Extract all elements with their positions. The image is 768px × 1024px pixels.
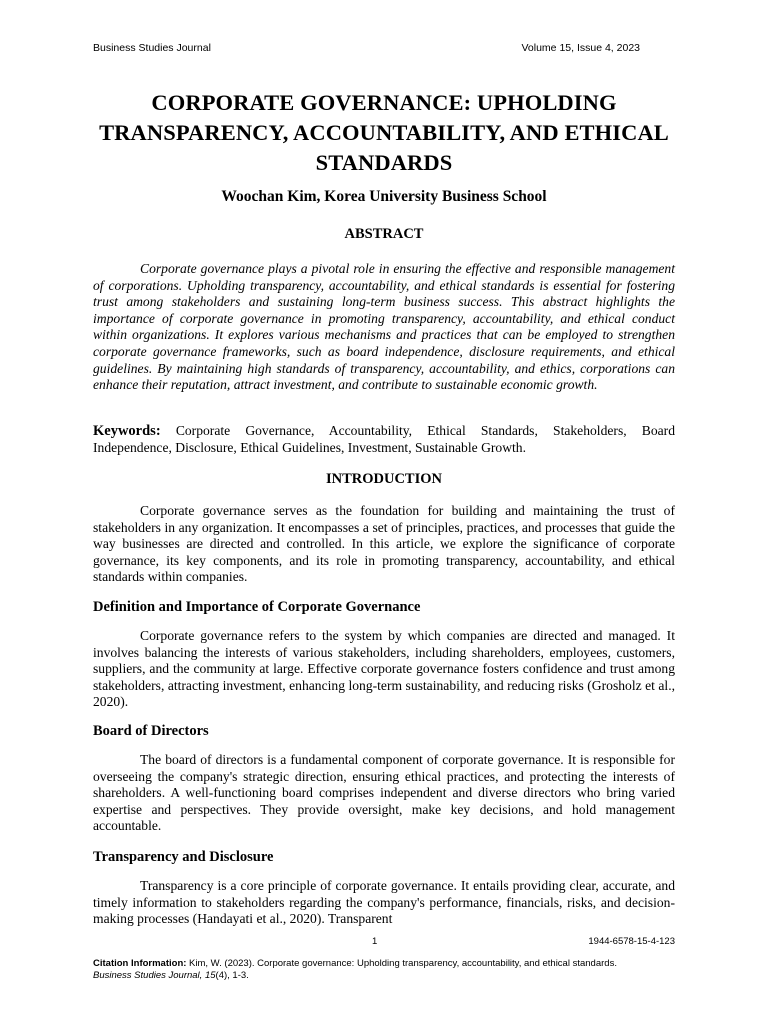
abstract-heading: ABSTRACT xyxy=(344,226,424,242)
abstract-text: Corporate governance plays a pivotal role in ensuring the effective and responsible management of corporations. Upholding transparency, accountability, and ethical standards is essential for fostering trust among stakeholders and sustaining long-term business success. This abstract highlights the importance of corporate governance in promoting transparency, accountability, and ethical conduct within organizations. It explores various mechanisms and practices that can be employed to strengthen corporate governance frameworks, such as board independence, disclosure requirements, and ethical guidelines. By maintaining high standards of transparency, accountability, and ethics, corporations can enhance their reputation, attract investment, and contribute to sustainable economic growth. xyxy=(93,261,675,393)
citation-label: Citation Information: xyxy=(93,958,187,969)
volume-issue: Volume 15, Issue 4, 2023 xyxy=(521,42,640,54)
keywords-text: Corporate Governance, Accountability, Ethical Standards, Stakeholders, Board Independence, Disclosure, Ethical Guidelines, Investment, Sustainable Growth. xyxy=(93,423,675,455)
citation-information xyxy=(93,958,693,982)
section-text-definition: Corporate governance refers to the system by which companies are directed and managed. It involves balancing the interests of various stakeholders, including shareholders, employees, customers, suppliers, and the community at large. Effective corporate governance fosters confidence and trust among stakeholders, attracting investment, enhancing long-term sustainability, and reducing risks (Grosholz et al., 2020). xyxy=(93,628,675,710)
introduction-text: Corporate governance serves as the foundation for building and maintaining the trust of stakeholders in any organization. It encompasses a set of principles, practices, and processes that guide the way businesses are directed and controlled. In this article, we explore the significance of corporate governance, its key components, and its role in promoting transparency, accountability, and ethical standards within companies. xyxy=(93,503,675,585)
citation-pages: (4), 1-3. xyxy=(215,970,249,981)
citation-journal: Business Studies Journal, xyxy=(93,970,203,981)
introduction-heading: INTRODUCTION xyxy=(325,471,442,487)
keywords-label: Keywords: xyxy=(93,423,161,439)
article-author: Woochan Kim, Korea University Business School xyxy=(221,188,547,205)
document-code: 1944-6578-15-4-123 xyxy=(588,936,675,947)
article-title: CORPORATE GOVERNANCE: UPHOLDING TRANSPARENCY, ACCOUNTABILITY, AND ETHICAL STANDARDS xyxy=(99,90,669,175)
keywords xyxy=(93,423,675,456)
section-heading-board: Board of Directors xyxy=(93,723,209,739)
journal-name: Business Studies Journal xyxy=(93,42,211,54)
section-heading-definition: Definition and Importance of Corporate Governance xyxy=(93,599,421,615)
section-text-board: The board of directors is a fundamental component of corporate governance. It is responsible for overseeing the company's strategic direction, ensuring ethical practices, and protecting the interests of shareholders. A well-functioning board comprises independent and diverse directors who bring varied expertise and perspectives. They provide oversight, make key decisions, and hold management accountable. xyxy=(93,752,675,834)
page-number: 1 xyxy=(372,936,378,947)
citation-text: Kim, W. (2023). Corporate governance: Upholding transparency, accountability, and ethical standards. xyxy=(186,958,617,969)
section-heading-transparency: Transparency and Disclosure xyxy=(93,849,274,865)
section-text-transparency: Transparency is a core principle of corporate governance. It entails providing clear, accurate, and timely information to stakeholders regarding the company's performance, financials, risks, and decision-making processes (Handayati et al., 2020). Transparent xyxy=(93,878,675,927)
citation-volume: 15 xyxy=(204,970,216,981)
